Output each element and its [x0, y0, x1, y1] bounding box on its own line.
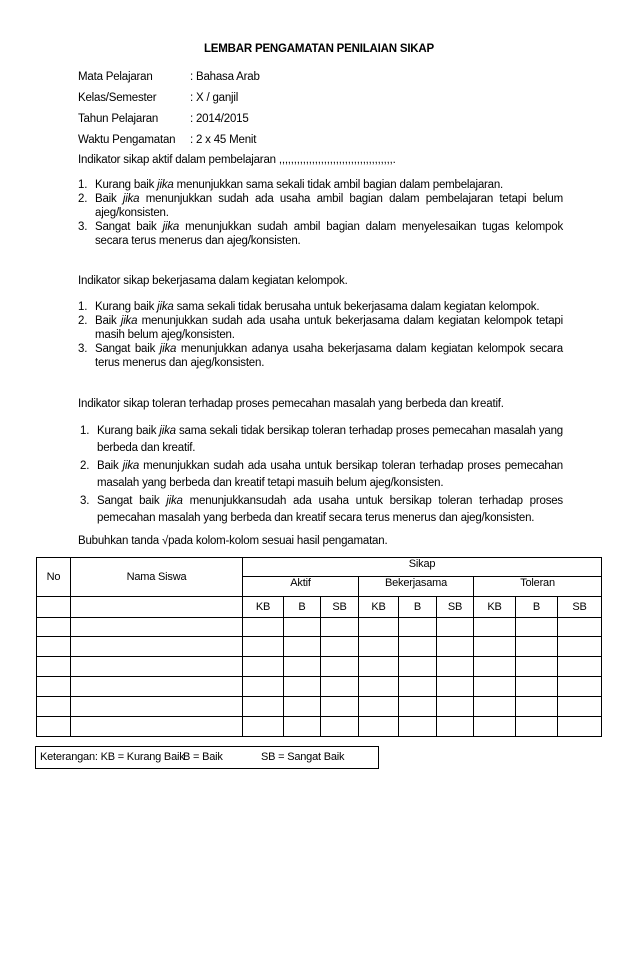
- header-aktif: Aktif: [243, 577, 359, 597]
- page-title: LEMBAR PENGAMATAN PENILAIAN SIKAP: [203, 43, 434, 55]
- header-grade-b: B: [516, 597, 558, 618]
- header-grade-sb: SB: [558, 597, 602, 618]
- list-item: 3. Sangat baik jika menunjukkan adanya usaha bekerjasama dalam kegiatan kelompok secara terus menerus dan ajeg/konsisten.: [78, 343, 563, 369]
- info-row-year: [78, 112, 260, 133]
- header-sikap: Sikap: [243, 558, 602, 577]
- info-label: Kelas/Semester: [78, 92, 157, 104]
- info-row-time: [78, 133, 260, 154]
- header-grade-b: B: [399, 597, 437, 618]
- table-row[interactable]: [37, 618, 602, 637]
- list-item: 1. Kurang baik jika sama sekali tidak berusaha untuk bekerjasama dalam kegiatan kelompok.: [78, 301, 540, 313]
- header-grade-kb: KB: [243, 597, 284, 618]
- legend-kb: Keterangan: KB = Kurang Baik: [40, 751, 185, 763]
- list-item: 2. Baik jika menunjukkan sudah ada usaha untuk bersikap toleran terhadap proses pemecahan masalah yang berbeda dan kreatif tetapi masuih belum ajeg/konsisten.: [80, 460, 563, 489]
- info-block: [78, 70, 260, 154]
- info-value: : 2014/2015: [190, 113, 249, 125]
- header-grade-kb: KB: [474, 597, 516, 618]
- header-grade-sb: SB: [437, 597, 474, 618]
- info-label: Mata Pelajaran: [78, 71, 153, 83]
- list-item: 1. Kurang baik jika menunjukkan sama sekali tidak ambil bagian dalam pembelajaran.: [78, 179, 504, 191]
- list-bekerjasama: [78, 300, 563, 370]
- legend-sb: SB = Sangat Baik: [261, 751, 345, 763]
- info-value: : 2 x 45 Menit: [190, 134, 257, 146]
- info-row-class: [78, 91, 260, 112]
- table-row[interactable]: [37, 637, 602, 657]
- info-row-subject: [78, 70, 260, 91]
- info-label: Tahun Pelajaran: [78, 113, 159, 125]
- list-aktif: [78, 178, 563, 248]
- table-row[interactable]: [37, 717, 602, 737]
- header-grade-sb: SB: [321, 597, 359, 618]
- table-row[interactable]: [37, 677, 602, 697]
- header-toleran: Toleran: [474, 577, 602, 597]
- info-value: : X / ganjil: [190, 92, 239, 104]
- header-nama-siswa: Nama Siswa: [71, 558, 243, 597]
- legend-box: [35, 746, 379, 769]
- legend-b: B = Baik: [183, 751, 223, 763]
- list-item: 2. Baik jika menunjukkan sudah ada usaha untuk bekerjasama dalam kegiatan kelompok tetapi masih belum ajeg/konsisten.: [78, 315, 563, 341]
- info-label: Waktu Pengamatan: [78, 134, 176, 146]
- section-heading-aktif: Indikator sikap aktif dalam pembelajaran ,,,,,,,,,,,,,,,,,,,,,,,,,,,,,,,,,,,,,,.: [78, 154, 396, 166]
- list-item: 3. Sangat baik jika menunjukkansudah ada usaha untuk bersikap toleran terhadap proses pemecahan masalah yang berbeda dan kreatif secara terus menerus dan ajeg/konsisten.: [80, 495, 563, 524]
- list-toleran: [80, 423, 563, 527]
- list-item: 1. Kurang baik jika sama sekali tidak bersikap toleran terhadap proses pemecahan masalah yang berbeda dan kreatif.: [80, 425, 563, 454]
- list-item: 2. Baik jika menunjukkan sudah ada usaha ambil bagian dalam pembelajaran tetapi belum ajeg/konsisten.: [78, 193, 563, 219]
- header-no: No: [37, 558, 71, 597]
- info-value: : Bahasa Arab: [190, 71, 260, 83]
- instruction-text: Bubuhkan tanda √pada kolom-kolom sesuai hasil pengamatan.: [78, 535, 388, 547]
- header-grade-b: B: [284, 597, 321, 618]
- header-bekerjasama: Bekerjasama: [359, 577, 474, 597]
- table-row[interactable]: [37, 657, 602, 677]
- grade-header-row: [37, 597, 602, 618]
- section-heading-bekerjasama: Indikator sikap bekerjasama dalam kegiatan kelompok.: [78, 275, 348, 287]
- list-item: 3. Sangat baik jika menunjukkan sudah ambil bagian dalam menyelesaikan tugas kelompok secara terus menerus dan ajeg/konsisten.: [78, 221, 563, 247]
- table-row[interactable]: [37, 697, 602, 717]
- section-heading-toleran: Indikator sikap toleran terhadap proses pemecahan masalah yang berbeda dan kreatif.: [78, 398, 504, 410]
- header-grade-kb: KB: [359, 597, 399, 618]
- observation-table: [36, 557, 602, 737]
